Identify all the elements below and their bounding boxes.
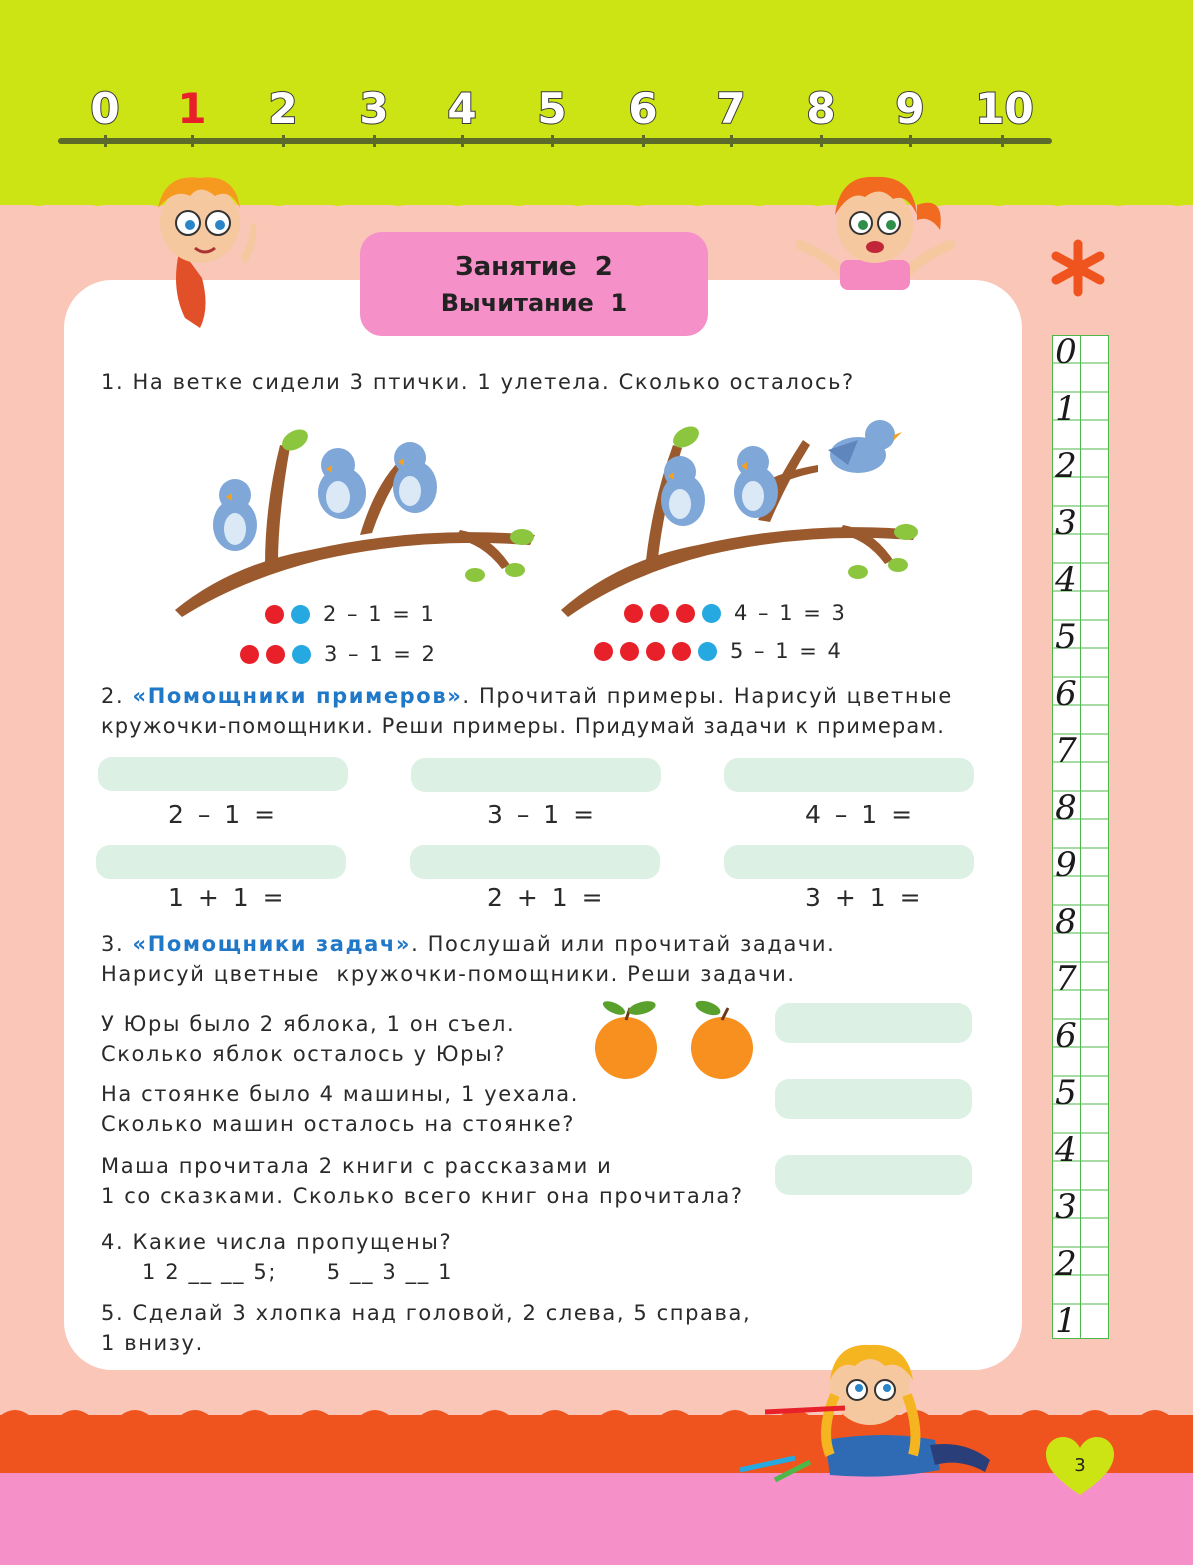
blue-dot [292,645,311,664]
number-line-tick [1001,135,1004,147]
problem-text: На стоянке было 4 машины, 1 уехала. [101,1082,579,1106]
answer-field[interactable] [411,758,661,792]
sample-digit: 9 [1055,845,1077,885]
bird [393,442,437,513]
equation-text: 2 – 1 = 1 [323,602,436,626]
example-equation: 2 – 1 = [168,800,279,829]
answer-field[interactable] [775,1003,972,1043]
sample-digit: 0 [1055,332,1077,372]
task4-question: 4. Какие числа пропущены? [101,1230,453,1254]
task4-sequence: 1 2 __ __ 5; 5 __ 3 __ 1 [142,1260,454,1284]
blue-dot [291,605,310,624]
lesson-subtitle: Вычитание 1 [440,289,628,317]
problem-text: 1 со сказками. Сколько всего книг она прочитала? [101,1184,744,1208]
number-line-tick [909,135,912,147]
number-line-label: 8 [806,84,836,133]
example-equation: 3 + 1 = [805,883,924,912]
orange-fruit [691,998,753,1079]
number-line-tick [642,135,645,147]
answer-field[interactable] [775,1155,972,1195]
page-number: 3 [1074,1455,1086,1476]
sample-digit: 7 [1055,731,1077,771]
red-dot [676,604,695,623]
red-dot [594,642,613,661]
example-equation: 2 + 1 = [487,883,606,912]
task1-text: 1. На ветке сидели 3 птички. 1 улетела. Сколько осталось? [101,370,855,394]
sample-digit: 3 [1055,503,1077,543]
problem-text: Маша прочитала 2 книги с рассказами и [101,1154,613,1178]
sample-digit: 7 [1055,959,1077,999]
task2-title: «Помощники примеров» [132,684,463,708]
girl-illustration [795,165,955,290]
number-line-tick [730,135,733,147]
task3-instruction: . Послушай или прочитай задачи. [411,932,836,956]
bird [661,456,705,526]
red-dot [646,642,665,661]
task3-instruction-line2: Нарисуй цветные кружочки-помощники. Реши задачи. [101,962,796,986]
number-line-tick [373,135,376,147]
boy-illustration [140,168,270,333]
dot-equation [240,641,437,666]
problem-text: У Юры было 2 яблока, 1 он съел. [101,1012,516,1036]
sample-digit: 1 [1055,389,1077,429]
blue-dot [698,642,717,661]
red-dot [620,642,639,661]
number-line-tick [551,135,554,147]
problem-text: Сколько яблок осталось у Юры? [101,1042,507,1066]
problem-text: Сколько машин осталось на стоянке? [101,1112,575,1136]
number-line-label: 2 [268,84,298,133]
number-line-tick [282,135,285,147]
number-line-label-highlighted: 1 [177,84,207,133]
sample-digit: 4 [1055,560,1077,600]
number-line-label: 9 [895,84,925,133]
number-line-label: 0 [90,84,120,133]
equation-text: 4 – 1 = 3 [734,601,847,625]
lesson-title-badge [360,232,708,336]
example-equation: 4 – 1 = [805,800,916,829]
number-line-label: 6 [628,84,658,133]
sample-digit: 5 [1055,1073,1077,1113]
sample-digit: 4 [1055,1130,1077,1170]
task5-text: 5. Сделай 3 хлопка над головой, 2 слева, 5 справа, [101,1301,752,1325]
dot-equation [594,638,843,663]
task3-title: «Помощники задач» [132,932,412,956]
oranges-illustration [590,998,765,1083]
bottom-wave [0,1400,1193,1430]
branch-birds-one-flying-illustration [558,410,923,620]
sample-digit: 2 [1055,446,1077,486]
answer-field[interactable] [98,757,348,791]
red-dot [266,645,285,664]
task2-instruction: . Прочитай примеры. Нарисуй цветные [462,684,953,708]
drawing-girl-illustration [735,1340,1000,1500]
dot-equation [624,600,847,625]
branch-three-birds-illustration [170,425,540,620]
sample-digit: 8 [1055,902,1077,942]
bottom-pink-band [0,1473,1193,1565]
task3-heading [101,932,835,956]
sample-digit: 8 [1055,788,1077,828]
answer-field[interactable] [724,758,974,792]
asterisk-icon [1050,238,1106,298]
red-dot [650,604,669,623]
equation-text: 5 – 1 = 4 [730,639,843,663]
answer-field[interactable] [775,1079,972,1119]
task2-number: 2. [101,684,125,708]
number-line-label: 4 [447,84,477,133]
answer-field[interactable] [724,845,974,879]
red-dot [265,605,284,624]
bird [213,479,257,551]
sample-digit: 5 [1055,617,1077,657]
bird [734,446,778,518]
orange-fruit [595,998,657,1079]
number-line-label: 5 [537,84,567,133]
equation-text: 3 – 1 = 2 [324,642,437,666]
number-line-tick [104,135,107,147]
number-line-axis [58,138,1052,144]
number-line-label: 3 [359,84,389,133]
number-line-tick [461,135,464,147]
example-equation: 1 + 1 = [168,883,287,912]
red-dot [624,604,643,623]
task3-number: 3. [101,932,125,956]
sample-digit: 2 [1055,1244,1077,1284]
answer-field[interactable] [410,845,660,879]
task2-instruction-line2: кружочки-помощники. Реши примеры. Придумай задачи к примерам. [101,714,946,738]
number-line-tick [820,135,823,147]
bird [318,448,366,519]
answer-field[interactable] [96,845,346,879]
number-line-label: 10 [975,84,1034,133]
task5-text-line2: 1 внизу. [101,1331,204,1355]
example-equation: 3 – 1 = [487,800,598,829]
red-dot [240,645,259,664]
task2-heading [101,684,953,708]
red-dot [672,642,691,661]
sample-digit: 3 [1055,1187,1077,1227]
sample-digit: 6 [1055,674,1077,714]
sample-digit: 1 [1055,1301,1077,1341]
lesson-title: Занятие 2 [455,252,613,282]
number-line-tick [191,135,194,147]
sample-digit: 6 [1055,1016,1077,1056]
blue-dot [702,604,721,623]
flying-bird [828,420,902,473]
dot-equation [265,601,436,626]
number-line-label: 7 [716,84,746,133]
